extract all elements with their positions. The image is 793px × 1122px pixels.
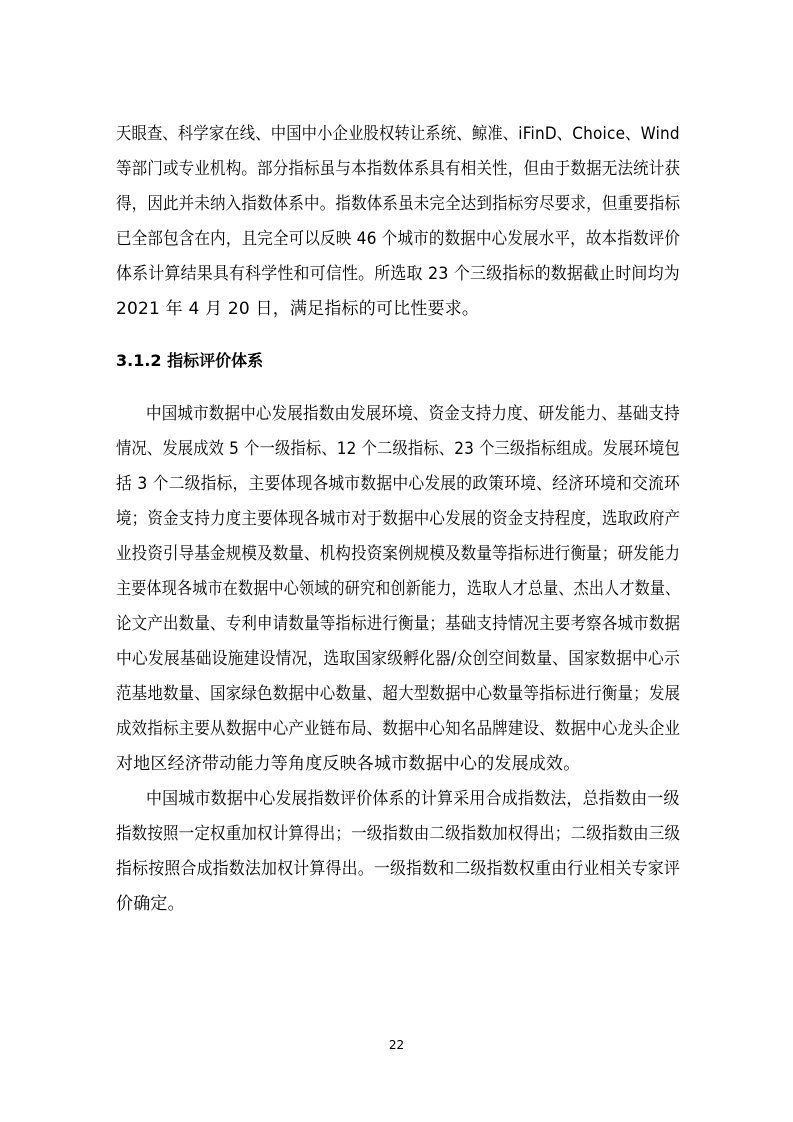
text-line: 主要体现各城市在数据中心领域的研究和创新能力，选取人才总量、杰出人才数量、 (116, 579, 681, 599)
text-line: 论文产出数量、专利申请数量等指标进行衡量；基础支持情况主要考察各城市数据 (116, 614, 681, 634)
text-line: 等部门或专业机构。部分指标虽与本指数体系具有相关性，但由于数据无法统计获 (116, 159, 681, 179)
text-line: 成效指标主要从数据中心产业链布局、数据中心知名品牌建设、数据中心龙头企业 (116, 719, 681, 739)
text-line: 得，因此并未纳入指数体系中。指数体系虽未完全达到指标穷尽要求，但重要指标 (116, 194, 681, 214)
text-line: 已全部包含在内，且完全可以反映 46 个城市的数据中心发展水平，故本指数评价 (116, 229, 681, 249)
text-line: 括 3 个二级指标，主要体现各城市数据中心发展的政策环境、经济环境和交流环 (116, 474, 681, 494)
text-line: 指数按照一定权重加权计算得出；一级指数由二级指数加权得出；二级指数由三级 (116, 824, 681, 844)
text-line: 中国城市数据中心发展指数由发展环境、资金支持力度、研发能力、基础支持 (146, 404, 680, 424)
text-line: 价确定。 (116, 894, 185, 914)
text-line: 指标按照合成指数法加权计算得出。一级指数和二级指数权重由行业相关专家评 (116, 859, 680, 879)
text-line: 情况、发展成效 5 个一级指标、12 个二级指标、23 个三级指标组成。发展环境包 (116, 439, 680, 459)
text-line: 范基地数量、国家绿色数据中心数量、超大型数据中心数量等指标进行衡量；发展 (116, 684, 681, 704)
text-line: 对地区经济带动能力等角度反映各城市数据中心的发展成效。 (116, 754, 581, 774)
section-heading: 3.1.2 指标评价体系 (116, 351, 264, 370)
page-number: 22 (388, 1038, 405, 1052)
text-line: 业投资引导基金规模及数量、机构投资案例规模及数量等指标进行衡量；研发能力 (116, 544, 681, 564)
text-line: 中心发展基础设施建设情况，选取国家级孵化器/众创空间数量、国家数据中心示 (116, 649, 680, 669)
text-line: 天眼查、科学家在线、中国中小企业股权转让系统、鲸准、iFinD、Choice、Wind (116, 124, 680, 144)
text-line: 中国城市数据中心发展指数评价体系的计算采用合成指数法，总指数由一级 (146, 789, 680, 809)
text-line: 境；资金支持力度主要体现各城市对于数据中心发展的资金支持程度，选取政府产 (116, 509, 681, 529)
text-line: 2021 年 4 月 20 日，满足指标的可比性要求。 (116, 299, 480, 319)
text-line: 体系计算结果具有科学性和可信性。所选取 23 个三级指标的数据截止时间均为 (116, 264, 680, 284)
